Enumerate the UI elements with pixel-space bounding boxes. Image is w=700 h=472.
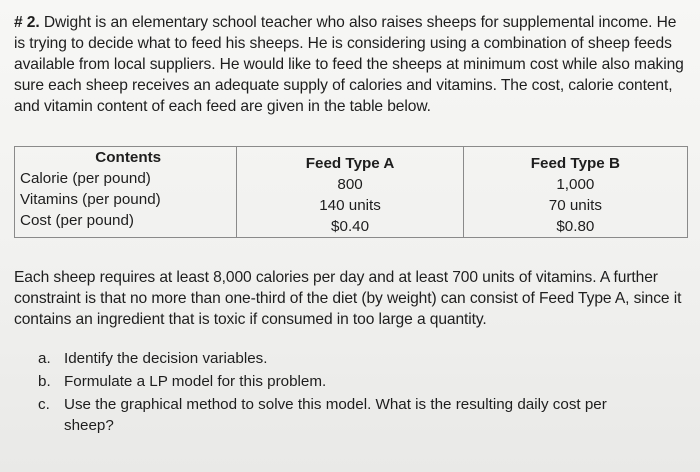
- problem-number: # 2.: [14, 14, 40, 31]
- problem-statement: [14, 12, 690, 117]
- constraints-paragraph: Each sheep requires at least 8,000 calories per day and at least 700 units of vitamins. A further constraint is that no more than one-third of the diet (by weight) can consist of Feed Type A, since it contains an ingredient that is toxic if consumed in too large a quantity.: [14, 269, 682, 328]
- contents-column: [15, 147, 237, 238]
- feed-b-cost: $0.80: [556, 218, 595, 235]
- question-text: Use the graphical method to solve this model. What is the resulting daily cost per sheep?: [64, 396, 607, 434]
- question-marker: a.: [38, 350, 51, 367]
- header-feed-a: Feed Type A: [305, 155, 395, 172]
- header-feed-b: Feed Type B: [530, 155, 620, 172]
- row-label-cost: Cost (per pound): [20, 212, 134, 229]
- intro-paragraph: [14, 12, 690, 117]
- feed-a-calorie: 800: [337, 176, 363, 193]
- list-item: [38, 394, 658, 436]
- question-list: [38, 348, 658, 438]
- question-text: Identify the decision variables.: [64, 350, 268, 367]
- feed-b-vitamins: 70 units: [548, 197, 602, 214]
- feed-b-calorie: 1,000: [556, 176, 595, 193]
- list-item: [38, 348, 658, 369]
- table-row: [15, 147, 688, 238]
- feed-a-vitamins: 140 units: [319, 197, 381, 214]
- question-marker: b.: [38, 373, 51, 390]
- header-contents: Contents: [95, 149, 162, 166]
- row-label-calorie: Calorie (per pound): [20, 170, 151, 187]
- feed-a-cost: $0.40: [331, 218, 370, 235]
- feed-table: [14, 146, 688, 238]
- question-marker: c.: [38, 396, 50, 413]
- feed-a-column: [237, 147, 463, 238]
- intro-text: Dwight is an elementary school teacher who also raises sheeps for supplemental income. He is trying to decide what to feed his sheeps. He is considering using a combination of sheep feeds available from local suppliers. He would like to feed the sheeps at minimum cost while also making sure each sheep receives an adequate supply of calories and vitamins. The cost, calorie content, and vitamin content of each feed are given in the table below.: [14, 14, 684, 115]
- row-label-vitamins: Vitamins (per pound): [20, 191, 161, 208]
- feed-b-column: [463, 147, 687, 238]
- list-item: [38, 371, 658, 392]
- question-text: Formulate a LP model for this problem.: [64, 373, 327, 390]
